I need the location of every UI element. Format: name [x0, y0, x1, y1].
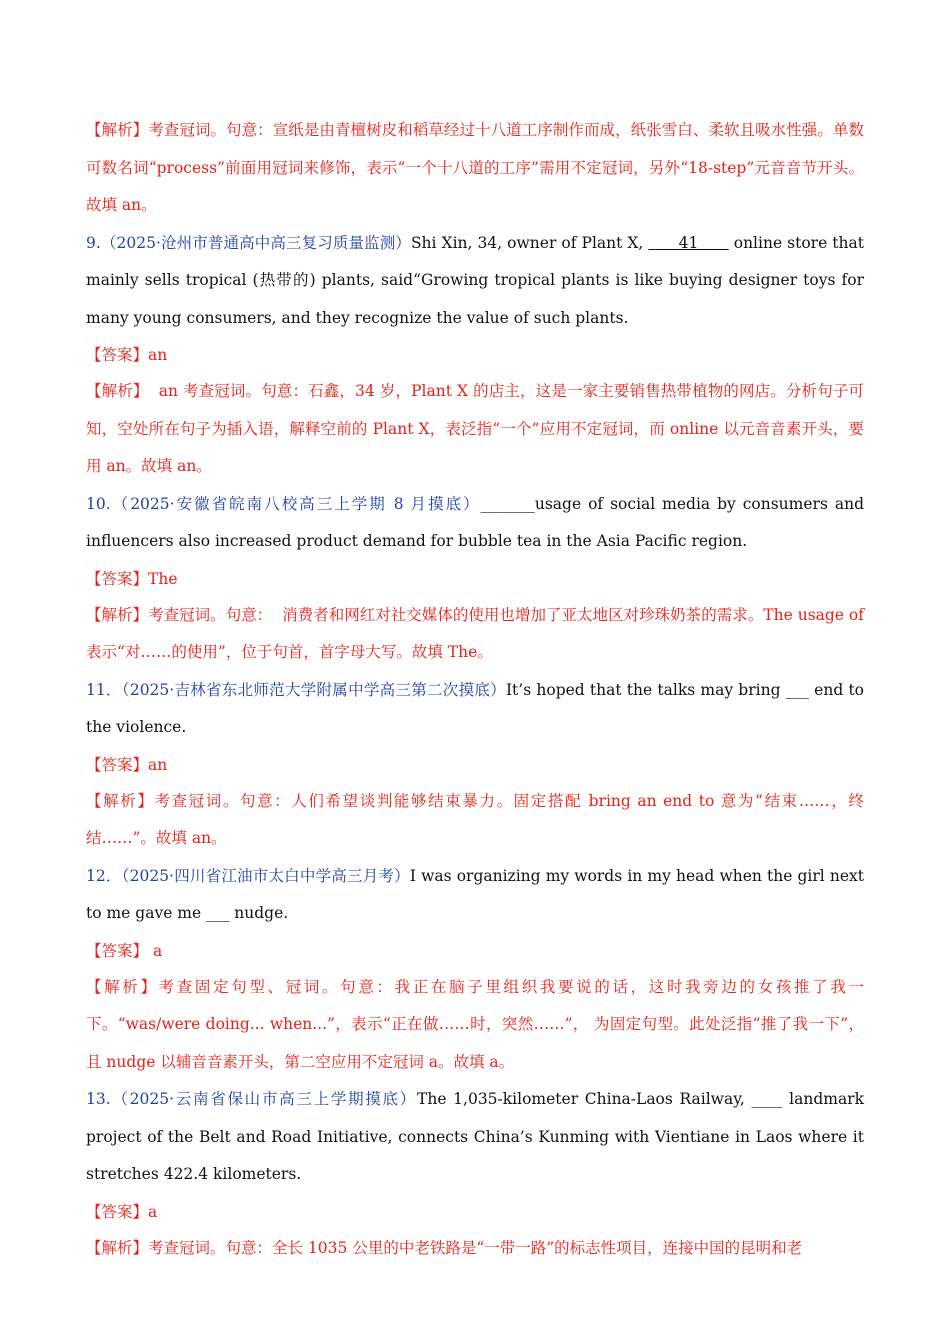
answer-9 [86, 337, 864, 373]
explanation-text: 考查冠词。句意：全长 1035 公里的中老铁路是“一带一路”的标志性项目，连接中国的昆明和老 [148, 1238, 803, 1257]
explanation-label: 【解析】 [86, 605, 149, 624]
answer-value: The [148, 569, 178, 588]
explanation-12 [86, 969, 864, 1082]
question-source: （2025·云南省保山市高三上学期摸底） [110, 1090, 418, 1108]
question-number: 12． [86, 866, 122, 885]
question-10 [86, 486, 864, 561]
question-number: 13. [86, 1090, 111, 1108]
answer-10 [86, 561, 864, 597]
question-source: （2025·四川省江油市太白中学高三月考） [121, 866, 410, 885]
answer-value: an [148, 755, 168, 774]
answer-label: 【答案】 [86, 941, 149, 960]
explanation-text: an 考查冠词。句意：石鑫，34 岁，Plant X 的店主，这是一家主要销售热带植物的网店。分析句子可知，空处所在句子为插入语，解释空前的 Plant X，表泛指“一个”应用不定冠词，而 online 以元音音素开头，要用 an。故填 an。 [86, 382, 864, 475]
question-text: It’s hoped that the talks may bring ___ end to the violence. [86, 680, 865, 736]
explanation-text: 考查固定句型、冠词。句意：我正在脑子里组织我要说的话，这时我旁边的女孩推了我一下。“was/were doing... when...”，表示“正在做……时，突然……”， 为固定句型。此处泛指“推了我一下”，且 nudge 以辅音音素开头，第二空应用不定冠词 a。故填 a。 [86, 977, 864, 1071]
question-number: 10. [86, 494, 111, 513]
answer-12 [86, 933, 864, 969]
question-11 [86, 672, 864, 747]
explanation-text: 考查冠词。句意： 消费者和网红对社交媒体的使用也增加了亚太地区对珍珠奶茶的需求。The usage of 表示“对……的使用”，位于句首，首字母大写。故填 The。 [86, 605, 869, 661]
explanation-10 [86, 597, 869, 672]
explanation-text: 考查冠词。句意：人们希望谈判能够结束暴力。固定搭配 bring an end to 意为“结束……，终结……”。故填 an。 [86, 791, 864, 847]
question-blank: 41 [648, 233, 729, 252]
question-text: I was organizing my words in my head when the girl next to me gave me ___ nudge. [86, 866, 865, 922]
explanation-text: 考查冠词。句意：宣纸是由青檀树皮和稻草经过十八道工序制作而成，纸张雪白、柔软且吸水性强。单数可数名词“process”前面用冠词来修饰，表示“一个十八道的工序”需用不定冠词，另外“18-step”元音音节开头。故填 an。 [86, 121, 864, 214]
question-source: （2025·沧州市普通高中高三复习质量监测） [100, 233, 411, 252]
explanation-label: 【解析】 [86, 1238, 149, 1257]
question-12 [86, 858, 864, 933]
question-number: 11． [86, 680, 122, 699]
explanation-11 [86, 783, 864, 858]
explanation-9 [86, 373, 864, 486]
answer-13 [86, 1194, 864, 1230]
question-source: （2025·安徽省皖南八校高三上学期 8 月摸底） [110, 494, 481, 513]
explanation-label: 【解析】 [86, 121, 149, 139]
question-number: 9. [86, 233, 101, 252]
explanation-paragraph [86, 112, 864, 225]
question-13 [86, 1081, 864, 1194]
question-text: The 1,035-kilometer China-Laos Railway, ____ landmark project of the Belt and Road Initiative, connects China’s Kunming with Vientiane in Laos where it stretches 422.4 kilometers. [86, 1090, 864, 1183]
question-text-before: Shi Xin, 34, owner of Plant X, [410, 233, 649, 252]
explanation-label: 【解析】 [86, 977, 159, 996]
answer-value: a [148, 1202, 158, 1221]
question-9 [86, 225, 864, 338]
answer-value: a [148, 941, 163, 960]
answer-label: 【答案】 [86, 569, 149, 588]
document-content [86, 112, 869, 1267]
question-text-after: online store that mainly sells tropical (热带的) plants, said“Growing tropical plants is like buying designer toys for many young consumers, and they recognize the value of such plants. [86, 233, 864, 327]
explanation-label: 【解析】 [86, 791, 155, 810]
question-text: _______usage of social media by consumers and influencers also increased product demand for bubble tea in the Asia Pacific region. [86, 494, 864, 550]
answer-label: 【答案】 [86, 755, 149, 774]
question-source: （2025·吉林省东北师范大学附属中学高三第二次摸底） [121, 680, 506, 699]
answer-11 [86, 747, 864, 783]
answer-label: 【答案】 [86, 346, 149, 364]
answer-value: an [148, 346, 168, 364]
answer-label: 【答案】 [86, 1202, 149, 1221]
explanation-label: 【解析】 [86, 382, 149, 400]
explanation-13 [86, 1230, 864, 1268]
